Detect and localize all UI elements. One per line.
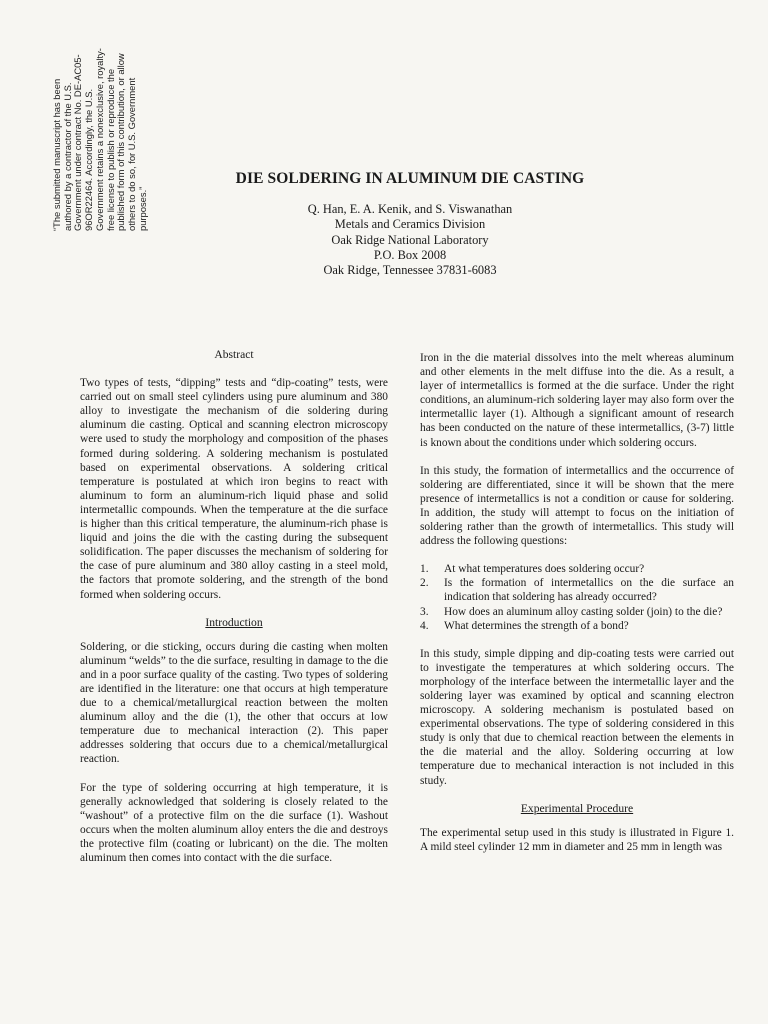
author-block	[0, 202, 768, 278]
right-column	[420, 351, 734, 868]
list-number: 3.	[420, 605, 429, 618]
author-city: Oak Ridge, Tennessee 37831-6083	[323, 263, 497, 278]
questions-list	[420, 562, 734, 632]
author-pobox: P.O. Box 2008	[373, 247, 447, 262]
list-text: What determines the strength of a bond?	[444, 619, 629, 632]
list-number: 2.	[420, 577, 429, 590]
introduction-heading: Introduction	[205, 615, 263, 629]
list-item	[420, 576, 734, 604]
list-text: Is the formation of intermetallics on the die surface an indication that soldering has already occurred?	[444, 577, 734, 604]
introduction-paragraph: For the type of soldering occurring at high temperature, it is generally acknowledged that soldering is closely related to the “washout” of a protective film on the die surface (1). Washout occurs when the molten aluminum alloy enters the die and destroys the protective film (coating or lubricant) on the die. The molten aluminum then comes into contact with the die surface.	[80, 781, 388, 864]
body-paragraph: In this study, simple dipping and dip-coating tests were carried out to investigate the temperatures at which soldering occurs. The morphology of the interface between the intermetallic layer and the soldering layer was examined by optical and scanning electron microscopy. A soldering mechanism is postulated based on experimental observations. The type of soldering considered in this study is only that due to chemical reaction between the elements in the die material and the alloy. Soldering occurring at low temperature due to mechanical interaction is not included in this study.	[420, 647, 734, 787]
body-paragraph: In this study, the formation of intermetallics and the occurrence of soldering are differentiated, since it will be shown that the mere presence of intermetallics is not a condition or cause for soldering. In addition, the study will attempt to focus on the initiation of soldering rather than the growth of intermetallics. This study will address the following questions:	[420, 464, 734, 548]
list-number: 4.	[420, 619, 429, 632]
paper-title: DIE SOLDERING IN ALUMINUM DIE CASTING	[235, 170, 585, 187]
author-names: Q. Han, E. A. Kenik, and S. Viswanathan	[307, 202, 513, 216]
body-paragraph: The experimental setup used in this study is illustrated in Figure 1. A mild steel cylinder 12 mm in diameter and 25 mm in length was	[420, 826, 734, 853]
body-paragraph: Iron in the die material dissolves into the melt whereas aluminum and other elements in the melt diffuse into the die. As a result, a layer of intermetallics is formed at the die surface. Under the right conditions, an aluminum-rich soldering layer may also form over the intermetallic layer (1). Although a significant amount of research has been conducted on the nature of these intermetallics, (3-7) little is known about the conditions under which soldering occurs.	[420, 352, 734, 449]
left-column	[80, 348, 388, 879]
list-text: How does an aluminum alloy casting solder (join) to the die?	[444, 605, 723, 618]
author-division: Metals and Ceramics Division	[334, 217, 486, 232]
list-number: 1.	[420, 563, 429, 576]
list-text: At what temperatures does soldering occur?	[444, 563, 645, 576]
abstract-heading: Abstract	[214, 348, 254, 361]
list-item	[420, 619, 734, 633]
introduction-paragraph: Soldering, or die sticking, occurs during die casting when molten aluminum “welds” to the die surface, resulting in damage to the die and in a poor surface quality of the casting. Two types of soldering are identified in the literature: one that occurs at high temperature due to a chemical/metallurgical reaction between the molten aluminum alloy and the die (1), the other that occurs at low temperature due to mechanical interaction (2). This paper addresses soldering that occurs due to a chemical/metallurgical reaction.	[80, 640, 388, 766]
list-item	[420, 562, 734, 576]
government-disclaimer: “The submitted manuscript has been authored by a contractor of the U.S. Government under contract No. DE-AC05-96OR22464. Accordingly, the U.S. Government retains a nonexclusive, royalty-free license to publish or reproduce the published form of this contribution, or allow others to do so, for U.S. Government purposes.”	[51, 48, 148, 231]
abstract-text: Two types of tests, “dipping” tests and “dip-coating” tests, were carried out on small steel cylinders using pure aluminum and 380 alloy to investigate the mechanism of die soldering during aluminum die casting. Optical and scanning electron microscopy were used to study the morphology and composition of the phases formed during soldering. A soldering mechanism is postulated based on experimental observations. A soldering critical temperature is postulated at which iron begins to react with aluminum to form an aluminum-rich liquid phase and solid intermetallic compounds. When the temperature at the die surface is higher than this critical temperature, the aluminum-rich phase is liquid and joins the die with the casting during the subsequent solidification. The paper discusses the mechanism of soldering for the case of pure aluminum and 380 alloy casting in a steel mold, the factors that promote soldering, and the strength of the bond formed when soldering occurs.	[80, 377, 388, 601]
experimental-procedure-heading: Experimental Procedure	[520, 801, 634, 815]
author-lab: Oak Ridge National Laboratory	[331, 232, 489, 247]
list-item	[420, 605, 734, 619]
